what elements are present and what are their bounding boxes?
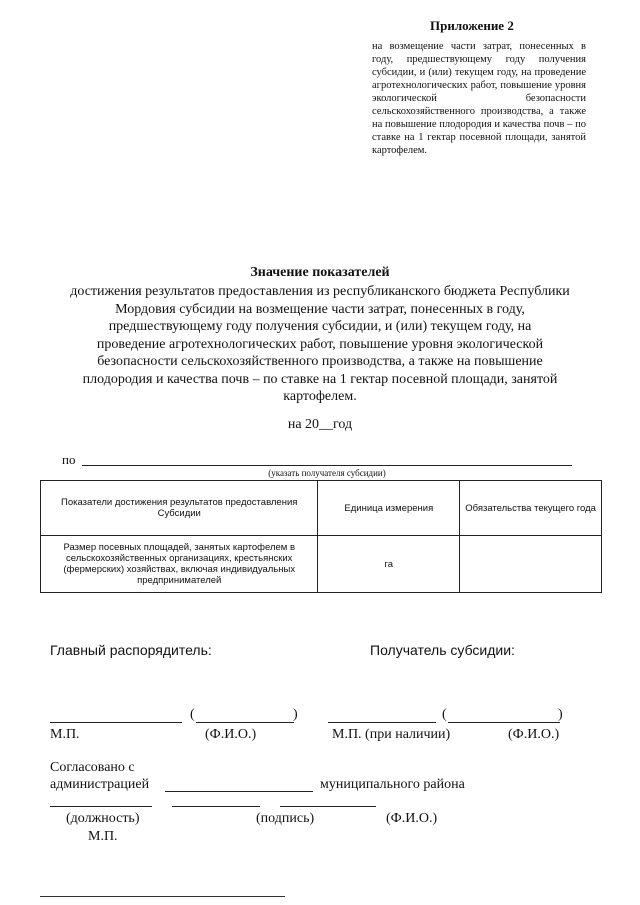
cell-obligations [460, 536, 602, 593]
appendix-text: на возмещение части затрат, понесенных в году, предшествующему году получения субсидии, и (или) текущем году, на проведение агротехнологических работ, повышение уровня экологической безопасности сельскохозяйственного производства, а также на повышение плодородия и качества почв – по ставке на 1 гектар посевной площади, занятой картофелем. [372, 41, 586, 156]
footnote-rule [40, 896, 285, 897]
chief-manager-title: Главный распорядитель: [50, 642, 212, 658]
signature-line [172, 806, 260, 807]
position-caption: (должность) [66, 811, 140, 826]
subtitle-line: достижения результатов предоставления из республиканского бюджета Республики [70, 284, 570, 299]
recipient-title: Получатель субсидии: [370, 642, 515, 658]
subtitle-line: картофелем. [283, 389, 357, 404]
indicators-table [40, 480, 602, 593]
table-header-row [41, 481, 602, 536]
administration-line [165, 791, 313, 792]
fio-caption: (Ф.И.О.) [205, 727, 257, 742]
cell-unit: га [318, 536, 460, 593]
subtitle-line: плодородия и качества почв – по ставке на 1 гектар посевной площади, занятой [82, 371, 558, 387]
fio-caption: (Ф.И.О.) [386, 811, 438, 826]
position-line [50, 806, 152, 807]
stamp-optional-label: М.П. (при наличии) [332, 727, 451, 742]
header-unit: Единица измерения [318, 481, 460, 536]
fio-line [196, 722, 294, 723]
document-subtitle [40, 283, 600, 406]
paren-open: ( [442, 707, 447, 722]
subtitle-line: Мордовия субсидии на возмещение части затрат, понесенных в году, [115, 301, 525, 317]
recipient-fill-line [82, 465, 572, 466]
fio-line [448, 722, 560, 723]
subtitle-line: предшествующему году получения субсидии, и (или) текущем году, на [108, 319, 532, 334]
stamp-label: М.П. [88, 829, 118, 844]
paren-close: ) [558, 707, 563, 722]
agreed-label: Согласовано с [50, 760, 135, 775]
paren-open: ( [190, 707, 195, 722]
administration-label: администрацией [50, 777, 150, 792]
cell-indicator: Размер посевных площадей, занятых картофелем в сельскохозяйственных организациях, крестьянских (фермерских) хозяйствах, включая индивидуальных предпринимателей [41, 536, 318, 593]
municipal-label: муниципального района [320, 777, 465, 792]
subtitle-line: проведение агротехнологических работ, повышение уровня экологической [96, 336, 544, 352]
header-obligations: Обязательства текущего года [460, 481, 602, 536]
recipient-label: по [62, 452, 76, 467]
appendix-title: Приложение 2 [430, 18, 514, 33]
document-title: Значение показателей [250, 265, 390, 280]
signature-line [328, 722, 436, 723]
paren-close: ) [293, 707, 298, 722]
fio-caption: (Ф.И.О.) [508, 727, 560, 742]
year-line: на 20__год [287, 417, 353, 432]
header-indicator: Показатели достижения результатов предоставления Субсидии [41, 481, 318, 536]
fio-line [280, 806, 376, 807]
stamp-label: М.П. [50, 727, 80, 742]
table-row [41, 536, 602, 593]
signature-caption: (подпись) [256, 811, 315, 826]
signature-line [50, 722, 182, 723]
subtitle-line: безопасности сельскохозяйственного производства, а также на повышение [97, 354, 543, 369]
recipient-hint: (указать получателя субсидии) [268, 468, 386, 478]
